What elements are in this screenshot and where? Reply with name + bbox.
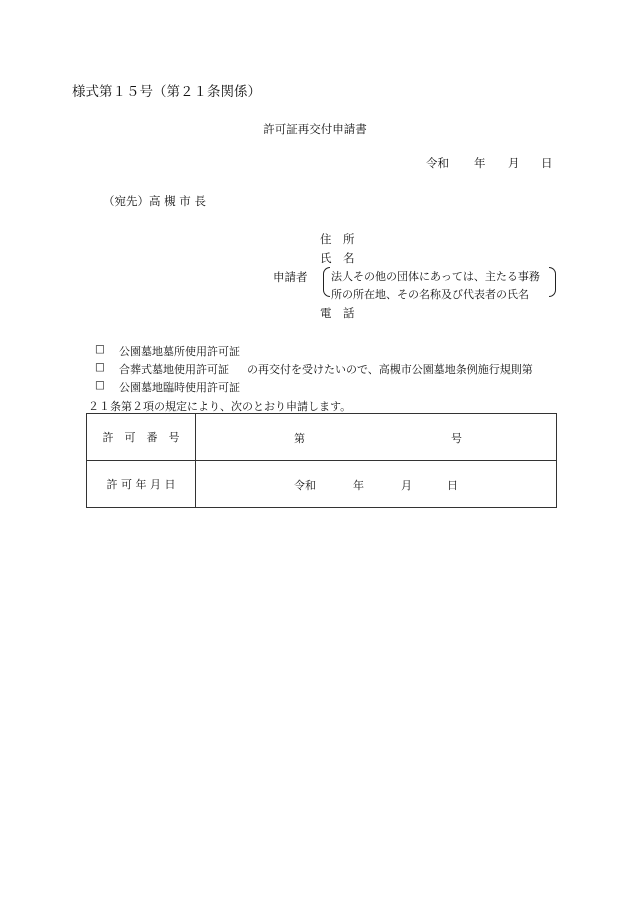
permit-info-table (86, 413, 557, 508)
permit-date-year: 年 (353, 479, 364, 492)
permit-option-1: 公園墓地墓所使用許可証 (119, 345, 240, 358)
permit-number-suffix: 号 (451, 432, 462, 445)
checkbox-3[interactable]: □ (95, 379, 105, 391)
applicant-note-line2: 所の所在地、その名称及び代表者の氏名 (331, 288, 529, 301)
statement-inline: の再交付を受けたいので、高槻市公園墓地条例施行規則第 (247, 363, 533, 376)
name-label: 氏 名 (320, 251, 355, 265)
permit-date-cell[interactable] (196, 461, 557, 508)
checkbox-2[interactable]: □ (95, 361, 105, 373)
left-brace (323, 267, 330, 297)
table-row (87, 414, 557, 461)
date-day: 日 (541, 156, 553, 170)
statement-line2: ２１条第２項の規定により、次のとおり申請します。 (88, 400, 352, 413)
permit-number-prefix: 第 (294, 432, 305, 445)
right-brace (549, 267, 556, 297)
permit-date-day: 日 (447, 479, 458, 492)
date-month: 月 (508, 156, 520, 170)
date-year: 年 (474, 156, 486, 170)
permit-date-label: 許 可 年 月 日 (87, 461, 196, 508)
permit-number-cell[interactable] (196, 414, 557, 461)
date-era: 令和 (426, 156, 449, 170)
checkbox-1[interactable]: □ (95, 343, 105, 355)
address-label: 住 所 (320, 232, 355, 246)
phone-label: 電 話 (320, 306, 355, 320)
document-title: 許可証再交付申請書 (263, 122, 367, 136)
permit-date-month: 月 (401, 479, 412, 492)
permit-date-era: 令和 (294, 479, 316, 492)
table-row (87, 461, 557, 508)
permit-number-label: 許 可 番 号 (87, 414, 196, 461)
applicant-label: 申請者 (273, 270, 308, 284)
applicant-note-line1: 法人その他の団体にあっては、主たる事務 (331, 270, 540, 283)
permit-option-3: 公園墓地臨時使用許可証 (119, 381, 240, 394)
form-number: 様式第１５号（第２１条関係） (72, 84, 261, 100)
permit-option-2: 合葬式墓地使用許可証 (119, 363, 229, 376)
addressee: （宛先）高 槻 市 長 (103, 194, 206, 208)
